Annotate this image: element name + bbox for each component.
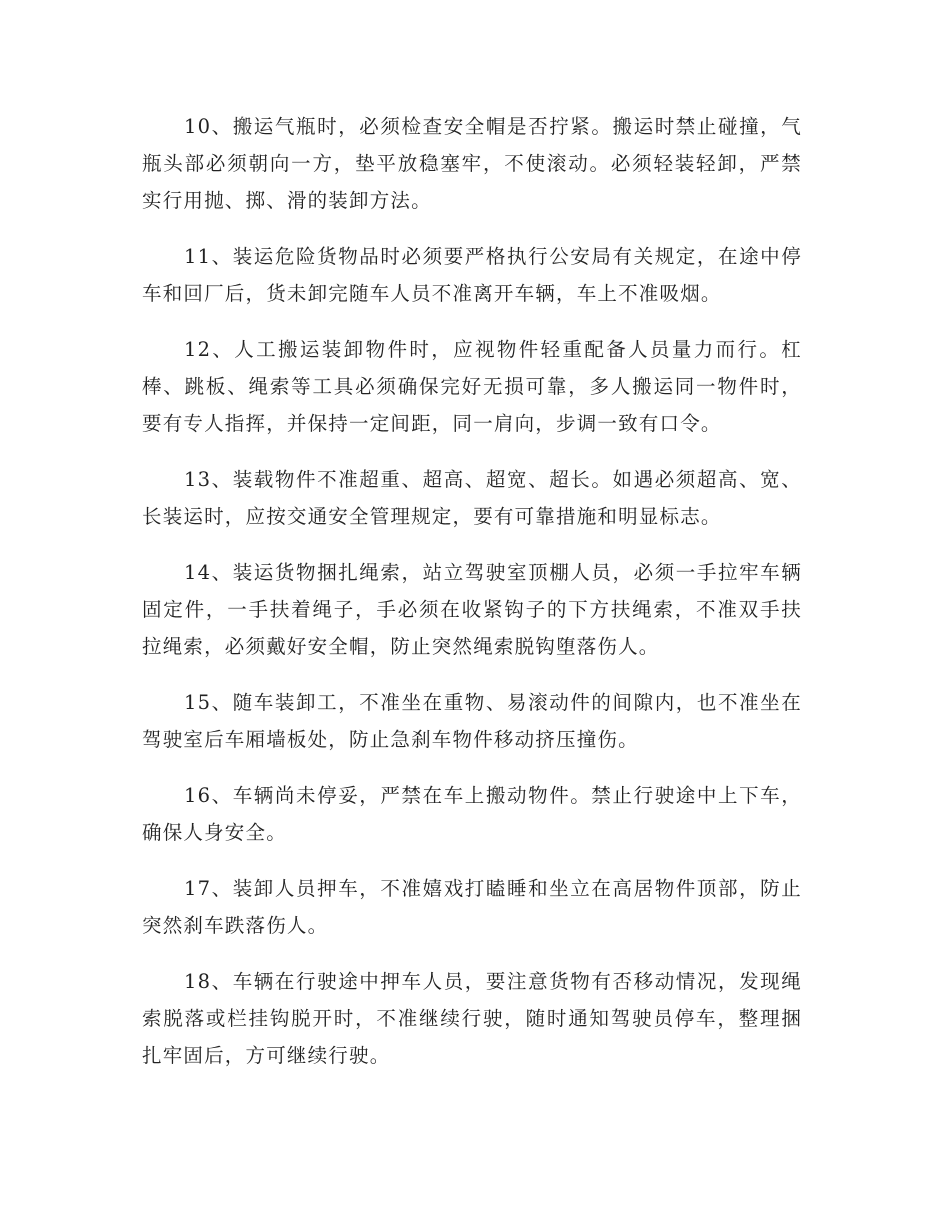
document-body: [142, 108, 802, 1093]
paragraph-item-14: 14、装运货物捆扎绳索，站立驾驶室顶棚人员，必须一手拉牢车辆固定件，一手扶着绳子，手必须在收紧钩子的下方扶绳索，不准双手扶拉绳索，必须戴好安全帽，防止突然绳索脱钩堕落伤人。: [142, 561, 802, 658]
paragraph-item-13: 13、装载物件不准超重、超高、超宽、超长。如遇必须超高、宽、长装运时，应按交通安全管理规定，要有可靠措施和明显标志。: [142, 468, 802, 528]
paragraph-item-16: 16、车辆尚未停妥，严禁在车上搬动物件。禁止行驶途中上下车，确保人身安全。: [142, 784, 802, 844]
paragraph-item-18: 18、车辆在行驶途中押车人员，要注意货物有否移动情况，发现绳索脱落或栏挂钩脱开时，不准继续行驶，随时通知驾驶员停车，整理捆扎牢固后，方可继续行驶。: [142, 970, 802, 1067]
paragraph-item-15: 15、随车装卸工，不准坐在重物、易滚动件的间隙内，也不准坐在驾驶室后车厢墙板处，防止急刹车物件移动挤压撞伤。: [142, 691, 802, 751]
paragraph-item-11: 11、装运危险货物品时必须要严格执行公安局有关规定，在途中停车和回厂后，货未卸完随车人员不准离开车辆，车上不准吸烟。: [142, 245, 802, 305]
paragraph-item-10: 10、搬运气瓶时，必须检查安全帽是否拧紧。搬运时禁止碰撞，气瓶头部必须朝向一方，垫平放稳塞牢，不使滚动。必须轻装轻卸，严禁实行用抛、掷、滑的装卸方法。: [142, 115, 802, 212]
paragraph-item-12: 12、人工搬运装卸物件时，应视物件轻重配备人员量力而行。杠棒、跳板、绳索等工具必须确保完好无损可靠，多人搬运同一物件时，要有专人指挥，并保持一定间距，同一肩向，步调一致有口令。: [142, 338, 802, 435]
paragraph-item-17: 17、装卸人员押车，不准嬉戏打瞌睡和坐立在高居物件顶部，防止突然刹车跌落伤人。: [142, 877, 802, 937]
